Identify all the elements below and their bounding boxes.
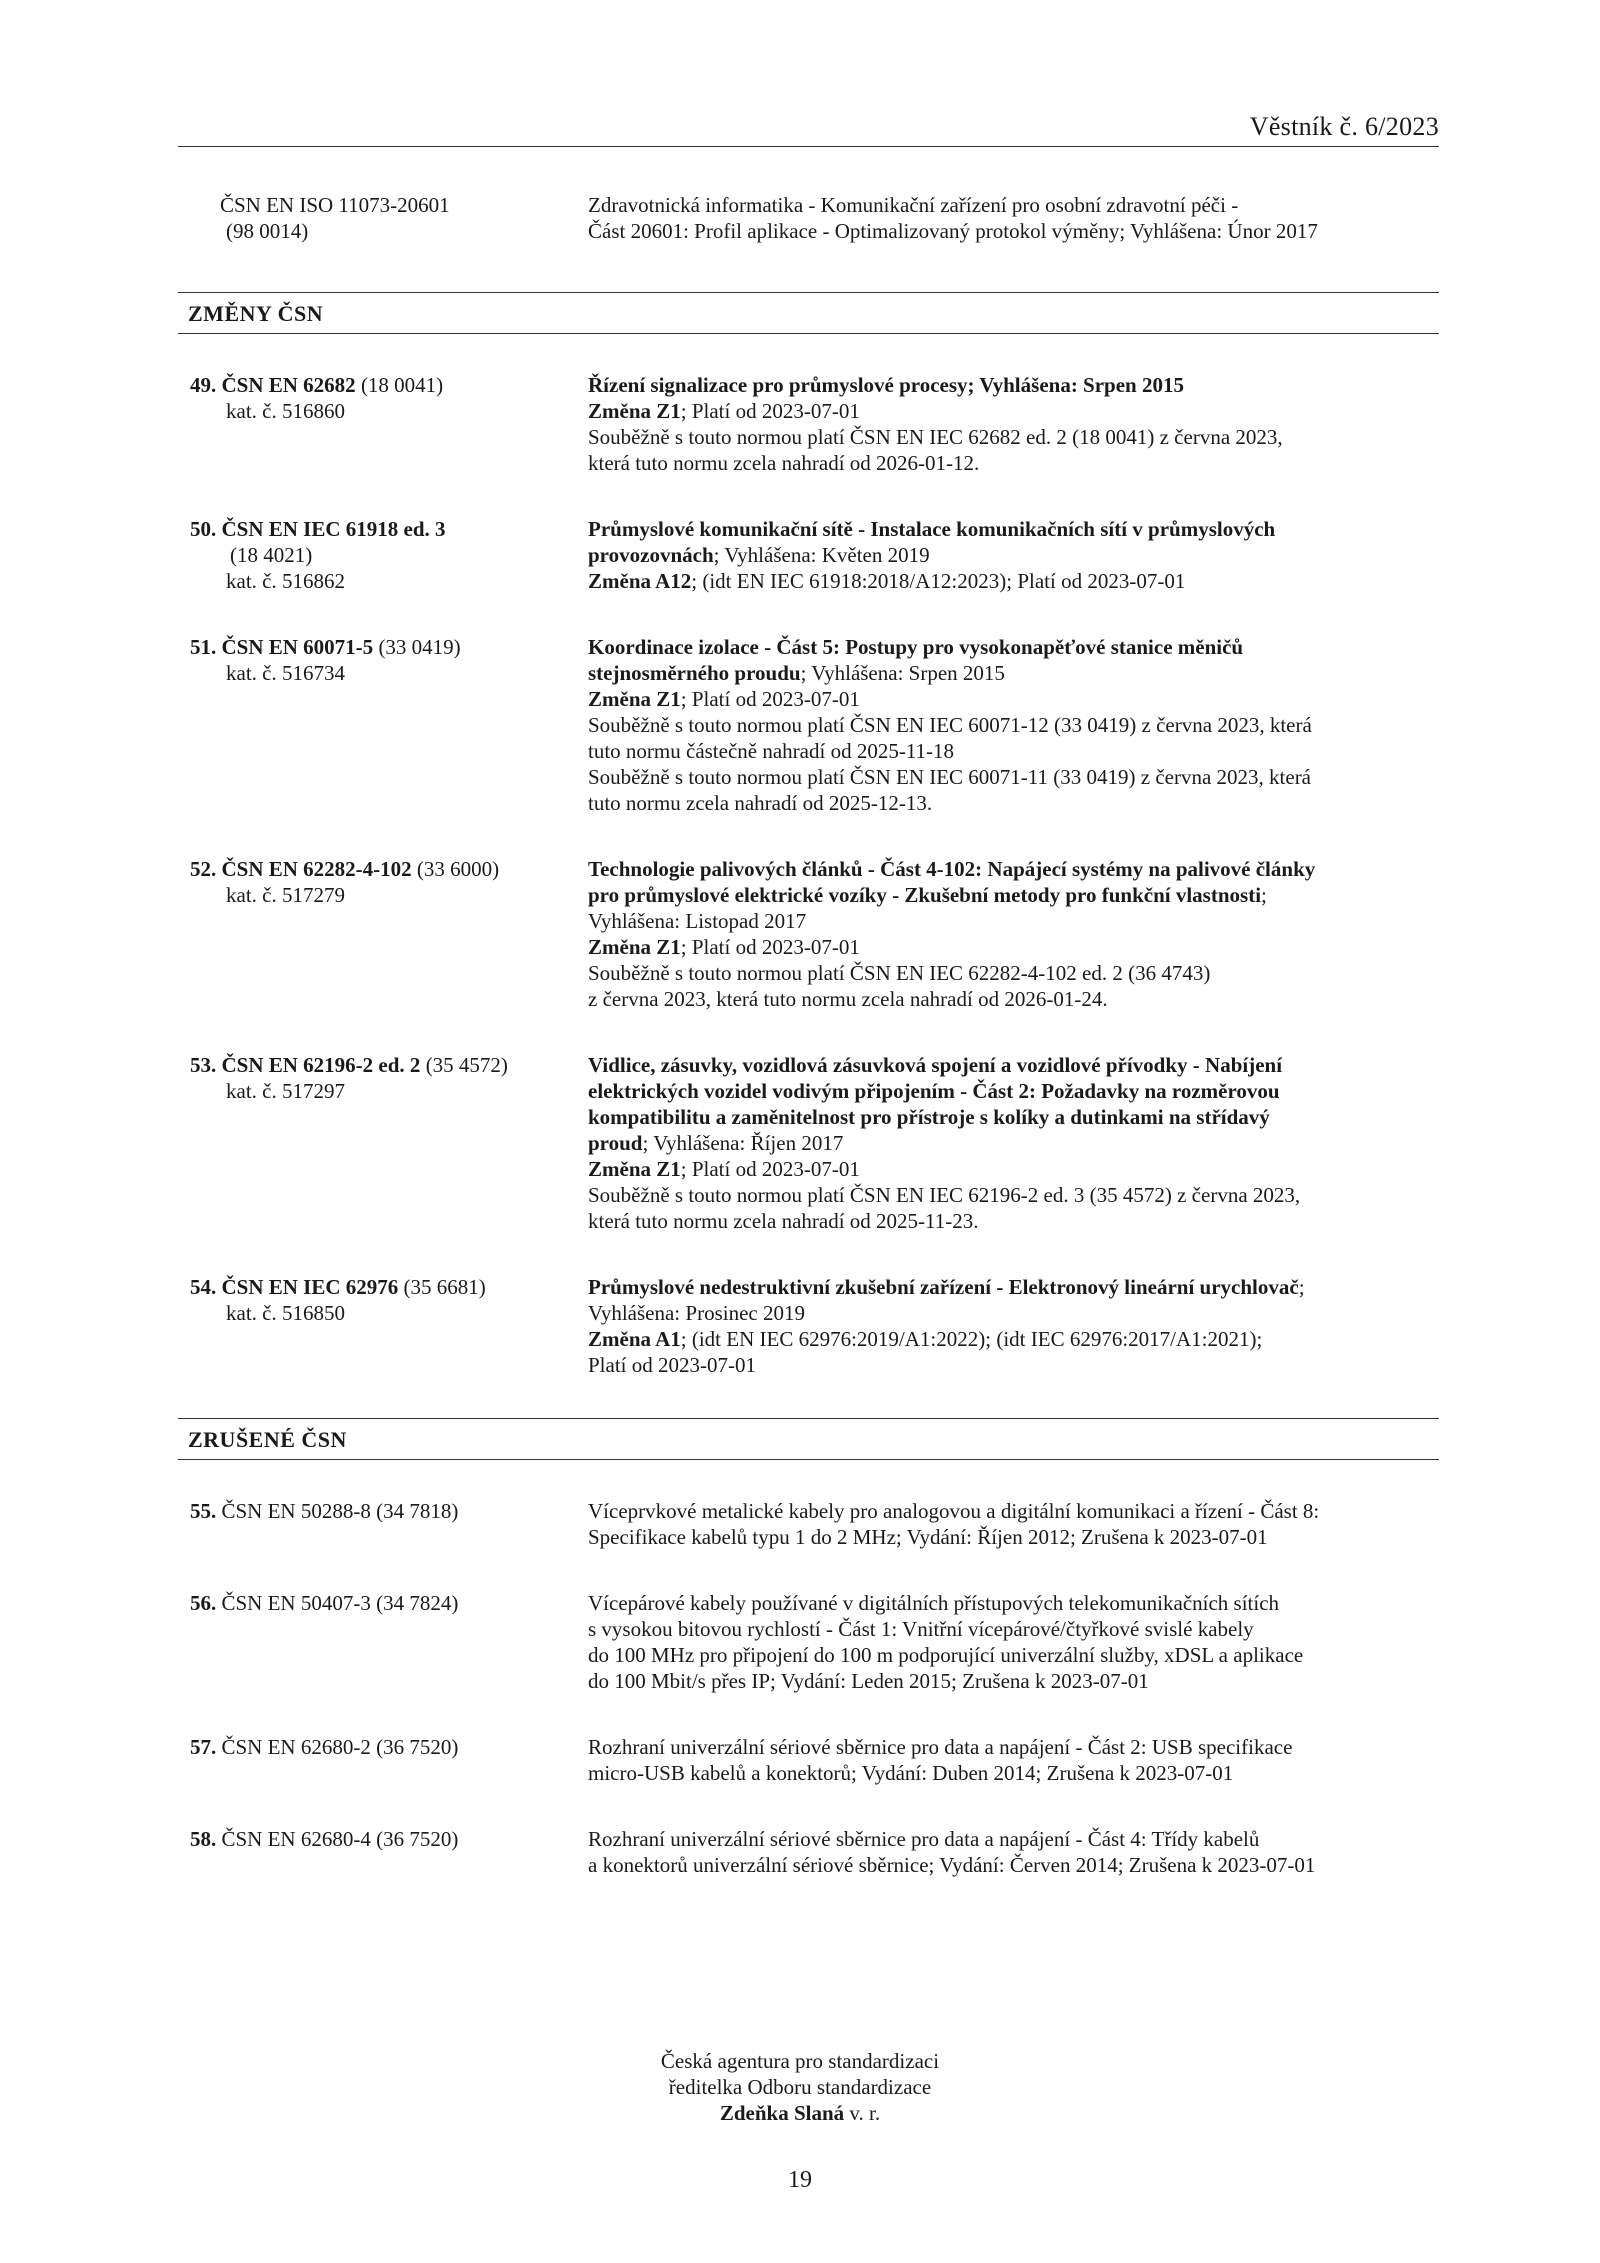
entry-desc-line [588,660,1439,686]
entry-code [178,634,588,816]
entry-desc-line: Specifikace kabelů typu 1 do 2 MHz; Vydání: Říjen 2012; Zrušena k 2023-07-01 [588,1525,1268,1549]
text: ; Platí od 2023-07-01 [680,935,860,959]
entry-code [178,1826,588,1878]
page-number: 19 [788,2167,812,2193]
text: Souběžně s touto normou platí ČSN EN IEC 60071-12 (33 0419) z června 2023, která [588,713,1312,737]
change-entry [178,372,1439,476]
entry-code-text: ČSN EN 62680-4 (36 7520) [216,1827,459,1851]
entry-code-line: kat. č. 516860 [226,399,345,423]
entry-desc-line: micro-USB kabelů a konektorů; Vydání: Duben 2014; Zrušena k 2023-07-01 [588,1761,1234,1785]
section-heading-changes: ZMĚNY ČSN [178,292,1439,334]
entry-number: 52. [190,857,217,881]
entry-desc-line [588,934,1439,960]
entry-code-text: ČSN EN 50407-3 (34 7824) [216,1591,459,1615]
entry-desc-line [588,1300,1439,1326]
entry-code-line: (18 4021) [230,543,313,567]
entry-description [588,372,1439,476]
signatory-name: Zdeňka Slaná [719,2101,845,2125]
entry-desc-line [588,1352,1439,1378]
text: Souběžně s touto normou platí ČSN EN IEC 62682 ed. 2 (18 0041) z června 2023, [588,425,1283,449]
bold-text: elektrických vozidel vodivým připojením - Část 2: Požadavky na rozměrovou [588,1079,1280,1103]
entry-code-line: ČSN EN ISO 11073-20601 [220,193,450,217]
entry-code-bold: ČSN EN IEC 62976 [221,1275,399,1299]
entry-code-rest: (33 6000) [411,857,500,881]
entry-code-line [190,1498,588,1524]
entry-desc-line [588,542,1439,568]
bold-text: pro průmyslové elektrické vozíky - Zkušební metody pro funkční vlastnosti [588,883,1262,907]
entry-desc-line: s vysokou bitovou rychlostí - Část 1: Vnitřní vícepárové/čtyřkové svislé kabely [588,1617,1254,1641]
bold-text: Změna Z1 [588,399,681,423]
entry-code [178,192,588,244]
entry-code-line: kat. č. 517297 [226,1079,345,1103]
change-entry [178,516,1439,594]
entry-code [178,1590,588,1694]
entry-number: 50. [190,517,217,541]
text: tuto normu částečně nahradí od 2025-11-18 [588,739,955,763]
department-title: ředitelka Odboru standardizace [668,2075,932,2099]
entry-description [588,1274,1439,1378]
entry-description [588,1734,1439,1786]
entry-code-bold: ČSN EN IEC 61918 ed. 3 [221,517,446,541]
bold-text: Průmyslové komunikační sítě - Instalace komunikačních sítí v průmyslových [588,517,1276,541]
entry-description [588,1052,1439,1234]
entry-desc-line [588,1182,1439,1208]
bold-text: Změna A12 [588,569,692,593]
entry-code-bold: ČSN EN 62682 [221,373,356,397]
entry-desc-line [588,450,1439,476]
entry-number: 54. [190,1275,217,1299]
text: Souběžně s touto normou platí ČSN EN IEC 62196-2 ed. 3 (35 4572) z června 2023, [588,1183,1301,1207]
bold-text: Technologie palivových článků - Část 4-102: Napájecí systémy na palivové články [588,857,1316,881]
entry-desc-line [588,712,1439,738]
text: ; Platí od 2023-07-01 [680,687,860,711]
entry-code-line [190,1274,588,1300]
entry-code [178,1734,588,1786]
entry-code-line [190,856,588,882]
bold-text: Řízení signalizace pro průmyslové procesy; Vyhlášena: Srpen 2015 [588,373,1184,397]
entry-code [178,1052,588,1234]
entry-code [178,856,588,1012]
entry-description [588,634,1439,816]
text: ; Platí od 2023-07-01 [680,1157,860,1181]
signatory [0,2100,1600,2126]
entry-description [588,192,1439,244]
entry-code-line: (98 0014) [226,219,309,243]
entry-code-rest: (18 0041) [355,373,444,397]
change-entry [178,1274,1439,1378]
text: Vyhlášena: Listopad 2017 [588,909,807,933]
bold-text: kompatibilitu a zaměnitelnost pro přístroje s kolíky a dutinkami na střídavý [588,1105,1270,1129]
entry-desc-line [588,986,1439,1012]
text: tuto normu zcela nahradí od 2025-12-13. [588,791,933,815]
section-heading-cancelled: ZRUŠENÉ ČSN [178,1418,1439,1460]
text: ; (idt EN IEC 62976:2019/A1:2022); (idt IEC 62976:2017/A1:2021); [680,1327,1263,1351]
signature-block [0,2048,1600,2126]
document-content [178,192,1439,1918]
entry-desc-line [588,568,1439,594]
bold-text: Změna A1 [588,1327,681,1351]
entry-desc-line: Víceprvkové metalické kabely pro analogovou a digitální komunikaci a řízení - Část 8: [588,1499,1320,1523]
entry-desc-line [588,738,1439,764]
text: Platí od 2023-07-01 [588,1353,756,1377]
text: která tuto normu zcela nahradí od 2026-01-12. [588,451,980,475]
entry-code-line [190,372,588,398]
bold-text: provozovnách [588,543,714,567]
entry-code-bold: ČSN EN 62282-4-102 [221,857,412,881]
bold-text: Změna Z1 [588,1157,681,1181]
entry-desc-line [588,882,1439,908]
entry-desc-line [588,686,1439,712]
entry-desc-line [588,1104,1439,1130]
entry-desc-line [588,1130,1439,1156]
text: Souběžně s touto normou platí ČSN EN IEC 60071-11 (33 0419) z června 2023, která [588,765,1312,789]
entry-code-rest: (35 4572) [420,1053,508,1077]
page-header [178,110,1439,147]
bold-text: proud [588,1131,643,1155]
cancelled-entry [178,1590,1439,1694]
entry-code [178,1498,588,1550]
entry-code-bold: ČSN EN 62196-2 ed. 2 [221,1053,421,1077]
entry-desc-line: Vícepárové kabely používané v digitálních přístupových telekomunikačních sítích [588,1591,1280,1615]
entry-description [588,1590,1439,1694]
entry-desc-line [588,856,1439,882]
entry-desc-line [588,960,1439,986]
bold-text: Koordinace izolace - Část 5: Postupy pro vysokonapěťové stanice měničů [588,635,1244,659]
entry-code-line [190,516,588,542]
entry-number: 53. [190,1053,217,1077]
entry-desc-line [588,1052,1439,1078]
cancelled-entry [178,1734,1439,1786]
agency-name: Česká agentura pro standardizaci [660,2049,940,2073]
changes-list [178,372,1439,1378]
change-entry [178,856,1439,1012]
text: která tuto normu zcela nahradí od 2025-11-23. [588,1209,979,1233]
bold-text: Průmyslové nedestruktivní zkušební zařízení - Elektronový lineární urychlovač [588,1275,1299,1299]
entry-code [178,372,588,476]
entry-code-line [190,1052,588,1078]
entry-desc-line: a konektorů univerzální sériové sběrnice; Vydání: Červen 2014; Zrušena k 2023-07-01 [588,1853,1316,1877]
bold-text: Změna Z1 [588,935,681,959]
entry-code-line: kat. č. 517279 [226,883,345,907]
text: z června 2023, která tuto normu zcela nahradí od 2026-01-24. [588,987,1108,1011]
entry-desc-line: do 100 Mbit/s přes IP; Vydání: Leden 2015; Zrušena k 2023-07-01 [588,1669,1149,1693]
entry-code-line [190,634,588,660]
bold-text: Vidlice, zásuvky, vozidlová zásuvková spojení a vozidlové přívodky - Nabíjení [588,1053,1283,1077]
text: Vyhlášena: Prosinec 2019 [588,1301,805,1325]
cancelled-entry [178,1826,1439,1878]
entry-code-line [190,1590,588,1616]
entry-code-line [190,1734,588,1760]
top-entry [178,192,1439,244]
entry-code-line: kat. č. 516734 [226,661,345,685]
entry-number: 51. [190,635,217,659]
entry-desc-line [588,908,1439,934]
entry-desc-line [588,634,1439,660]
entry-desc-line [588,1326,1439,1352]
change-entry [178,634,1439,816]
entry-desc-line: Rozhraní univerzální sériové sběrnice pro data a napájení - Část 4: Třídy kabelů [588,1827,1260,1851]
entry-code-line: kat. č. 516862 [226,569,345,593]
entry-desc-line [588,790,1439,816]
text: ; Vyhlášena: Srpen 2015 [800,661,1005,685]
entry-desc-line [588,424,1439,450]
entry-description [588,516,1439,594]
bold-text: stejnosměrného proudu [588,661,801,685]
entry-code-bold: ČSN EN 60071-5 [221,635,374,659]
text: ; Vyhlášena: Květen 2019 [713,543,930,567]
entry-description [588,1826,1439,1878]
entry-desc-line [588,1274,1439,1300]
entry-code-line: kat. č. 516850 [226,1301,345,1325]
entry-code-line [190,1826,588,1852]
entry-desc-line [588,764,1439,790]
entry-desc-line [588,516,1439,542]
text: ; Vyhlášena: Říjen 2017 [642,1131,844,1155]
entry-desc-line [588,398,1439,424]
entry-desc-line: do 100 MHz pro připojení do 100 m podporující univerzální služby, xDSL a aplikace [588,1643,1304,1667]
text: ; Platí od 2023-07-01 [680,399,860,423]
entry-desc-line [588,1078,1439,1104]
entry-code-text: ČSN EN 50288-8 (34 7818) [216,1499,459,1523]
entry-desc-line [588,1156,1439,1182]
entry-desc-line [588,1208,1439,1234]
entry-code [178,516,588,594]
entry-number: 58. [190,1827,217,1851]
bold-text: Změna Z1 [588,687,681,711]
entry-number: 55. [190,1499,217,1523]
entry-code-text: ČSN EN 62680-2 (36 7520) [216,1735,459,1759]
entry-description [588,1498,1439,1550]
cancelled-entry [178,1498,1439,1550]
entry-code-rest: (33 0419) [373,635,461,659]
text: Souběžně s touto normou platí ČSN EN IEC 62282-4-102 ed. 2 (36 4743) [588,961,1211,985]
entry-desc-line: Zdravotnická informatika - Komunikační zařízení pro osobní zdravotní péči - [588,193,1239,217]
entry-desc-line: Část 20601: Profil aplikace - Optimalizovaný protokol výměny; Vyhlášena: Únor 2017 [588,219,1318,243]
entry-desc-line [588,372,1439,398]
entry-description [588,856,1439,1012]
entry-code [178,1274,588,1378]
text: ; [1298,1275,1305,1299]
entry-number: 57. [190,1735,217,1759]
entry-number: 56. [190,1591,217,1615]
text: ; [1261,883,1267,907]
text: ; (idt EN IEC 61918:2018/A12:2023); Platí od 2023-07-01 [691,569,1186,593]
entry-desc-line: Rozhraní univerzální sériové sběrnice pro data a napájení - Část 2: USB specifikace [588,1735,1293,1759]
signatory-suffix: v. r. [844,2101,881,2125]
entry-number: 49. [190,373,217,397]
bulletin-title: Věstník č. 6/2023 [1249,112,1439,141]
cancelled-list [178,1498,1439,1878]
change-entry [178,1052,1439,1234]
entry-code-rest: (35 6681) [398,1275,486,1299]
